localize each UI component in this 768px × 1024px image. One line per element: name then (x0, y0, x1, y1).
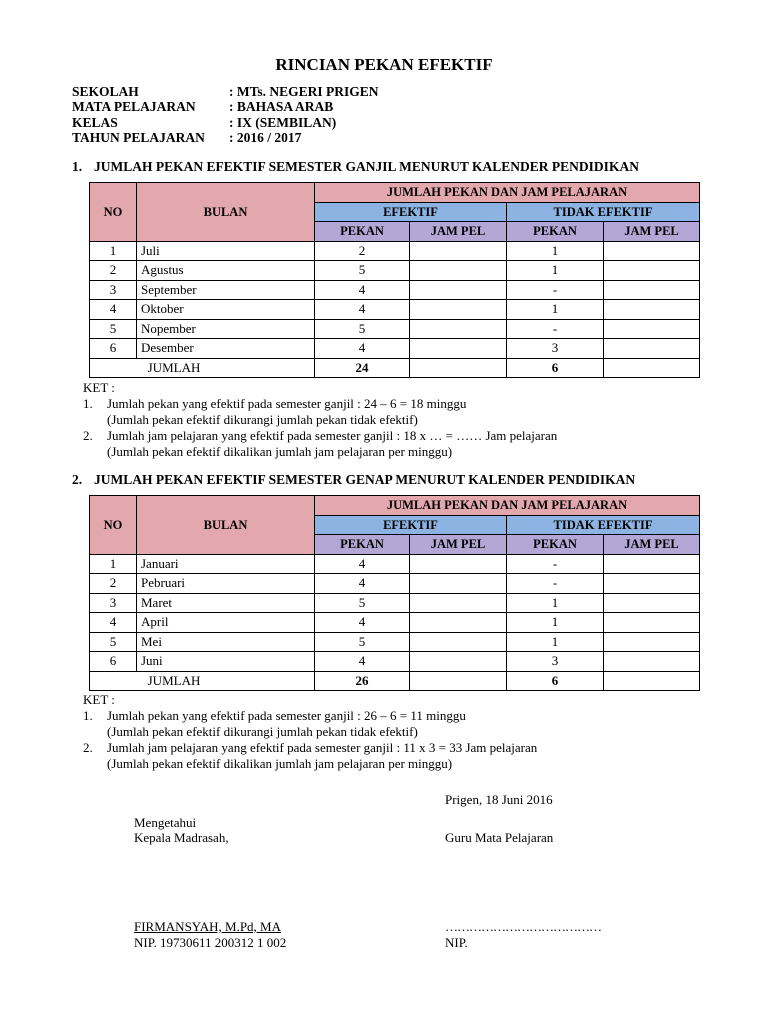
cell-jam (410, 280, 507, 300)
page-title: RINCIAN PEKAN EFEKTIF (275, 55, 493, 74)
note-sub: (Jumlah pekan efektif dikurangi jumlah pekan tidak efektif) (107, 412, 418, 427)
cell-bulan: Juni (137, 652, 315, 672)
table-row (90, 632, 700, 652)
total-label: JUMLAH (90, 671, 315, 691)
cell-bulan: Mei (137, 632, 315, 652)
cell-pekan: 4 (315, 280, 410, 300)
total-tjam (604, 671, 700, 691)
cell-tpekan: 1 (507, 613, 604, 633)
info-value: : MTs. NEGERI PRIGEN (229, 84, 379, 99)
section-title: JUMLAH PEKAN EFEKTIF SEMESTER GANJIL MENURUT KALENDER PENDIDIKAN (94, 159, 639, 174)
cell-no: 6 (90, 652, 137, 672)
cell-no: 1 (90, 241, 137, 261)
note-text: Jumlah pekan yang efektif pada semester ganjil : 26 – 6 = 11 minggu (107, 708, 466, 723)
cell-bulan: September (137, 280, 315, 300)
table-row (90, 554, 700, 574)
section-number: 2. (72, 472, 83, 487)
cell-pekan: 4 (315, 613, 410, 633)
sign-right-name: ………………………………… (445, 919, 601, 934)
header-pekan: PEKAN (507, 535, 604, 555)
cell-jam (410, 241, 507, 261)
sign-left-line1: Mengetahui (134, 815, 197, 830)
total-pekan: 26 (315, 671, 410, 691)
cell-bulan: Nopember (137, 319, 315, 339)
cell-bulan: Maret (137, 593, 315, 613)
table-row (90, 613, 700, 633)
table-row (90, 280, 700, 300)
table-row (90, 593, 700, 613)
header-pekan: PEKAN (315, 535, 410, 555)
table-row (90, 300, 700, 320)
cell-jam (410, 574, 507, 594)
cell-tpekan: - (507, 554, 604, 574)
cell-bulan: Januari (137, 554, 315, 574)
note-sub: (Jumlah pekan efektif dikalikan jumlah jam pelajaran per minggu) (107, 444, 453, 459)
cell-pekan: 4 (315, 300, 410, 320)
header-pekan: PEKAN (507, 222, 604, 242)
cell-pekan: 4 (315, 554, 410, 574)
sign-right-role: Guru Mata Pelajaran (445, 830, 554, 845)
cell-tjam (604, 593, 700, 613)
cell-tpekan: 1 (507, 241, 604, 261)
cell-bulan: Agustus (137, 261, 315, 281)
ket-label: KET : (83, 380, 115, 395)
cell-jam (410, 652, 507, 672)
cell-tjam (604, 554, 700, 574)
place-date: Prigen, 18 Juni 2016 (445, 792, 553, 807)
cell-tjam (604, 339, 700, 359)
total-pekan: 24 (315, 358, 410, 378)
info-value: : IX (SEMBILAN) (229, 114, 337, 130)
header-no: NO (90, 496, 137, 555)
header-jam-pel: JAM PEL (604, 535, 700, 555)
header-efektif: EFEKTIF (315, 515, 507, 535)
total-row (90, 671, 700, 691)
cell-jam (410, 632, 507, 652)
cell-bulan: Pebruari (137, 574, 315, 594)
header-bulan: BULAN (137, 183, 315, 242)
note-number: 2. (83, 428, 93, 443)
cell-bulan: Oktober (137, 300, 315, 320)
total-tpekan: 6 (507, 671, 604, 691)
cell-tjam (604, 613, 700, 633)
cell-pekan: 4 (315, 574, 410, 594)
cell-pekan: 5 (315, 632, 410, 652)
header-jam-pel: JAM PEL (410, 535, 507, 555)
info-label: MATA PELAJARAN (72, 99, 196, 115)
cell-jam (410, 300, 507, 320)
note-text: Jumlah pekan yang efektif pada semester ganjil : 24 – 6 = 18 minggu (107, 396, 467, 411)
cell-bulan: Desember (137, 339, 315, 359)
cell-jam (410, 339, 507, 359)
table-row (90, 319, 700, 339)
ket-label: KET : (83, 692, 115, 707)
cell-no: 3 (90, 593, 137, 613)
cell-jam (410, 613, 507, 633)
total-jam (410, 358, 507, 378)
sign-left-name: FIRMANSYAH, M.Pd, MA (134, 919, 282, 934)
header-efektif: EFEKTIF (315, 202, 507, 222)
header-jam-pel: JAM PEL (604, 222, 700, 242)
cell-jam (410, 261, 507, 281)
sign-left-nip: NIP. 19730611 200312 1 002 (134, 935, 287, 950)
cell-no: 5 (90, 632, 137, 652)
cell-tjam (604, 300, 700, 320)
cell-no: 2 (90, 261, 137, 281)
cell-pekan: 4 (315, 652, 410, 672)
cell-tpekan: 3 (507, 652, 604, 672)
info-value: : BAHASA ARAB (229, 99, 334, 115)
header-group: JUMLAH PEKAN DAN JAM PELAJARAN (315, 183, 700, 203)
section2-heading (72, 472, 635, 488)
note-number: 2. (83, 740, 93, 755)
cell-tpekan: 1 (507, 300, 604, 320)
info-row-mapel (72, 99, 379, 114)
section-number: 1. (72, 159, 83, 174)
cell-no: 6 (90, 339, 137, 359)
note-text: Jumlah jam pelajaran yang efektif pada semester ganjil : 11 x 3 = 33 Jam pelajaran (107, 740, 538, 755)
table-row (90, 241, 700, 261)
header-group: JUMLAH PEKAN DAN JAM PELAJARAN (315, 496, 700, 516)
cell-bulan: April (137, 613, 315, 633)
header-tidak-efektif: TIDAK EFEKTIF (507, 202, 700, 222)
table-row (90, 574, 700, 594)
cell-pekan: 2 (315, 241, 410, 261)
cell-tjam (604, 261, 700, 281)
sign-left-line2: Kepala Madrasah, (134, 830, 229, 845)
ket-genap (83, 692, 537, 772)
note-sub: (Jumlah pekan efektif dikalikan jumlah jam pelajaran per minggu) (107, 756, 453, 771)
header-no: NO (90, 183, 137, 242)
cell-bulan: Juli (137, 241, 315, 261)
cell-tjam (604, 241, 700, 261)
info-value: : 2016 / 2017 (229, 129, 302, 145)
cell-no: 5 (90, 319, 137, 339)
note-sub: (Jumlah pekan efektif dikurangi jumlah pekan tidak efektif) (107, 724, 418, 739)
header-jam-pel: JAM PEL (410, 222, 507, 242)
cell-tjam (604, 574, 700, 594)
cell-no: 3 (90, 280, 137, 300)
cell-no: 1 (90, 554, 137, 574)
cell-tpekan: 1 (507, 593, 604, 613)
total-label: JUMLAH (90, 358, 315, 378)
note-text: Jumlah jam pelajaran yang efektif pada semester ganjil : 18 x … = …… Jam pelajaran (107, 428, 558, 443)
table-row (90, 261, 700, 281)
info-label: SEKOLAH (72, 84, 139, 99)
cell-pekan: 5 (315, 261, 410, 281)
table-row (90, 652, 700, 672)
note-number: 1. (83, 396, 93, 411)
info-row-kelas (72, 115, 379, 130)
section-title: JUMLAH PEKAN EFEKTIF SEMESTER GENAP MENURUT KALENDER PENDIDIKAN (94, 472, 636, 487)
cell-pekan: 5 (315, 319, 410, 339)
note-number: 1. (83, 708, 93, 723)
cell-no: 4 (90, 613, 137, 633)
info-row-tahun (72, 130, 379, 145)
cell-tjam (604, 652, 700, 672)
section1-heading (72, 159, 639, 175)
table-ganjil (89, 182, 700, 378)
info-row-sekolah (72, 84, 379, 99)
cell-pekan: 5 (315, 593, 410, 613)
cell-tjam (604, 632, 700, 652)
cell-jam (410, 319, 507, 339)
sign-right-nip: NIP. (445, 935, 468, 950)
info-block (72, 84, 379, 145)
info-label: TAHUN PELAJARAN (72, 129, 205, 145)
cell-tpekan: 1 (507, 261, 604, 281)
cell-no: 2 (90, 574, 137, 594)
table-genap (89, 495, 700, 691)
header-pekan: PEKAN (315, 222, 410, 242)
cell-pekan: 4 (315, 339, 410, 359)
cell-tpekan: - (507, 319, 604, 339)
total-tjam (604, 358, 700, 378)
cell-tjam (604, 280, 700, 300)
cell-tpekan: - (507, 280, 604, 300)
cell-no: 4 (90, 300, 137, 320)
cell-tpekan: - (507, 574, 604, 594)
total-jam (410, 671, 507, 691)
total-tpekan: 6 (507, 358, 604, 378)
cell-tpekan: 1 (507, 632, 604, 652)
cell-jam (410, 593, 507, 613)
header-bulan: BULAN (137, 496, 315, 555)
header-tidak-efektif: TIDAK EFEKTIF (507, 515, 700, 535)
cell-jam (410, 554, 507, 574)
table-row (90, 339, 700, 359)
cell-tjam (604, 319, 700, 339)
info-label: KELAS (72, 114, 118, 130)
cell-tpekan: 3 (507, 339, 604, 359)
ket-ganjil (83, 380, 557, 460)
total-row (90, 358, 700, 378)
